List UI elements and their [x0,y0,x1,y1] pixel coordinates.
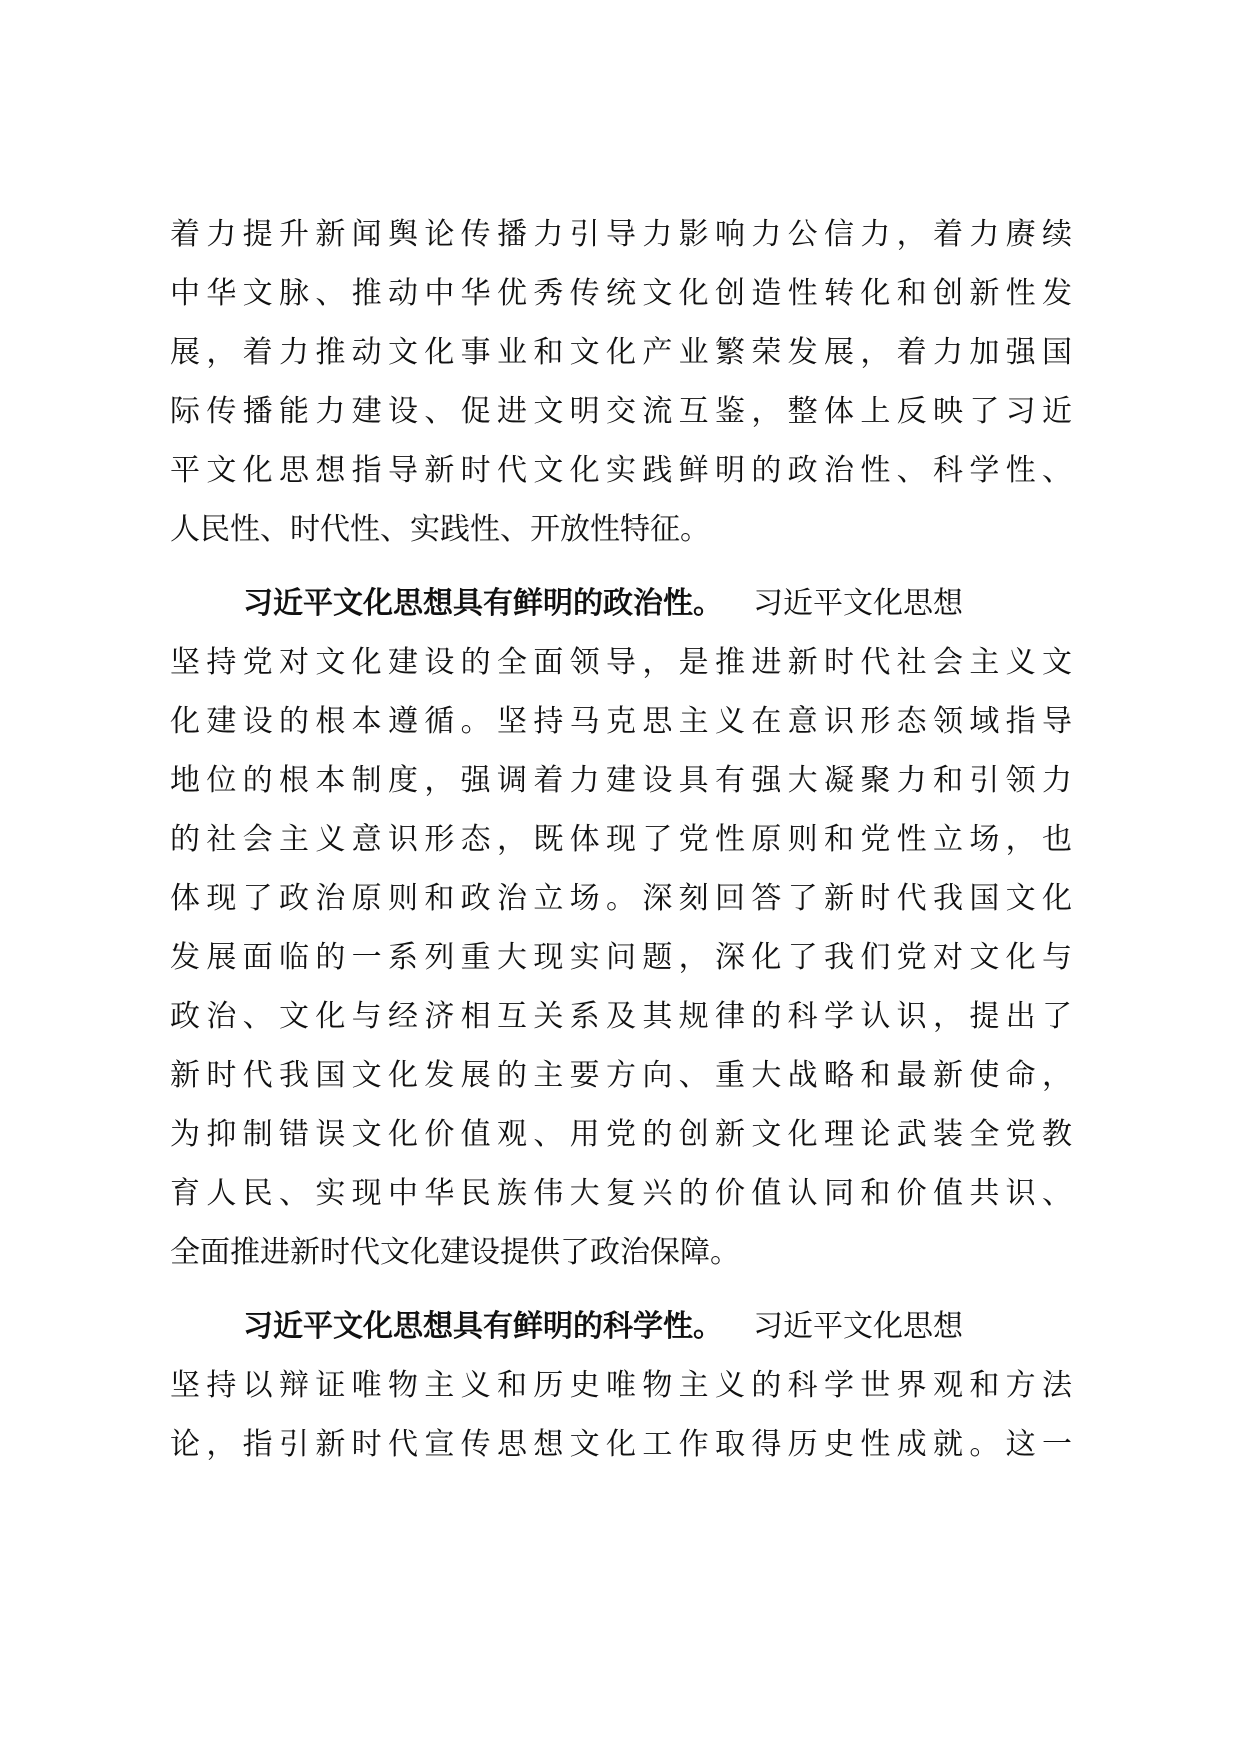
text-line: 人民性、时代性、实践性、开放性特征。 [170,512,710,547]
text-line: 着力提升新闻舆论传播力引导力影响力公信力，着力赓续 [170,217,1072,252]
text-line: 平文化思想指导新时代文化实践鲜明的政治性、科学性、 [170,453,1072,488]
text-line: 论，指引新时代宣传思想文化工作取得历史性成就。这一 [170,1427,1072,1462]
paragraph-political [170,574,1072,1282]
text-run: 习近平文化思想 [753,586,963,621]
text-line: 际传播能力建设、促进文明交流互鉴，整体上反映了习近 [170,394,1072,429]
text-line: 全面推进新时代文化建设提供了政治保障。 [170,1235,740,1270]
text-line: 体现了政治原则和政治立场。深刻回答了新时代我国文化 [170,881,1072,916]
document-body [170,205,1072,1474]
text-line: 中华文脉、推动中华优秀传统文化创造性转化和创新性发 [170,276,1072,311]
paragraph-spacer [170,1282,1072,1297]
text-line: 发展面临的一系列重大现实问题，深化了我们党对文化与 [170,940,1072,975]
text-line: 育人民、实现中华民族伟大复兴的价值认同和价值共识、 [170,1176,1072,1211]
paragraph-spacer [170,559,1072,574]
text-line: 坚持党对文化建设的全面领导，是推进新时代社会主义文 [170,645,1072,680]
text-line: 政治、文化与经济相互关系及其规律的科学认识，提出了 [170,999,1072,1034]
paragraph-first-line [170,574,1072,633]
text-line: 展，着力推动文化事业和文化产业繁荣发展，着力加强国 [170,335,1072,370]
text-line: 地位的根本制度，强调着力建设具有强大凝聚力和引领力 [170,763,1072,798]
paragraph-first-line [170,1297,1072,1356]
text-line: 的社会主义意识形态，既体现了党性原则和党性立场，也 [170,822,1072,857]
paragraph-heading: 习近平文化思想具有鲜明的政治性。 [243,586,723,621]
text-line: 为抑制错误文化价值观、用党的创新文化理论武装全党教 [170,1117,1072,1152]
paragraph-heading: 习近平文化思想具有鲜明的科学性。 [243,1309,723,1344]
text-run: 习近平文化思想 [753,1309,963,1344]
text-line: 坚持以辩证唯物主义和历史唯物主义的科学世界观和方法 [170,1368,1072,1403]
paragraph-scientific [170,1297,1072,1474]
paragraph-intro [170,205,1072,559]
text-line: 化建设的根本遵循。坚持马克思主义在意识形态领域指导 [170,704,1072,739]
text-line: 新时代我国文化发展的主要方向、重大战略和最新使命， [170,1058,1072,1093]
